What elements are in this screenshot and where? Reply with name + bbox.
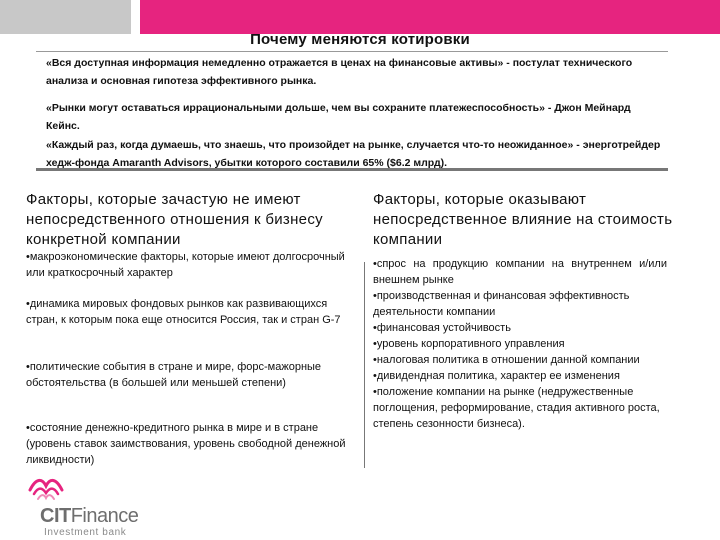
logo-subtitle: Investment bank bbox=[44, 527, 127, 538]
right-list-item: •финансовая устойчивость bbox=[373, 322, 511, 334]
right-column-heading: Факторы, которые оказывают непосредственное влияние на стоимость компании bbox=[373, 191, 673, 248]
logo-wordmark bbox=[40, 505, 138, 528]
left-list-item: •состояние денежно-кредитного рынка в мире и в стране (уровень ставок заимствования, уровень свободной денежной ликвидности) bbox=[26, 422, 346, 466]
right-list-item: •производственная и финансовая эффективность деятельности компании bbox=[373, 290, 630, 318]
right-list-item: •положение компании на рынке (недружественные поглощения, реформирование, стадия активного роста, степень сезонности бизнеса). bbox=[373, 386, 660, 430]
left-list-item: •макроэкономические факторы, которые имеют долгосрочный или краткосрочный характер bbox=[26, 251, 345, 279]
top-accent-bar bbox=[140, 0, 720, 34]
top-bar-gap bbox=[131, 0, 140, 34]
right-list-item: •уровень корпоративного управления bbox=[373, 338, 565, 350]
quote-technical-analysis: «Вся доступная информация немедленно отражается в ценах на финансовые активы» - постулат технического анализа и основная гипотеза эффективного рынка. bbox=[46, 57, 633, 87]
logo-cit: CIT bbox=[40, 505, 71, 527]
quote-amaranth: «Каждый раз, когда думаешь, что знаешь, что произойдет на рынке, случается что-то неожиданное» - энерготрейдер хедж-фонда Amaranth Advisors, убытки которого составили 65% ($6.2 млрд). bbox=[46, 139, 661, 169]
right-list-item: •налоговая политика в отношении данной компании bbox=[373, 354, 640, 366]
top-gray-bar bbox=[0, 0, 131, 34]
column-divider bbox=[364, 262, 365, 468]
left-column-heading: Факторы, которые зачастую не имеют непосредственного отношения к бизнесу конкретной компании bbox=[26, 191, 323, 248]
quote-keynes: «Рынки могут оставаться иррациональными дольше, чем вы сохраните платежеспособность» - Джон Мейнард Кейнс. bbox=[46, 102, 631, 132]
logo-finance: Finance bbox=[70, 505, 139, 527]
right-list-item: •дивидендная политика, характер ее изменения bbox=[373, 370, 620, 382]
page-title: Почему меняются котировки bbox=[250, 31, 470, 48]
right-list-item: •спрос на продукцию компании на внутреннем и/или внешнем рынке bbox=[373, 258, 667, 286]
left-list-item: •динамика мировых фондовых рынков как развивающихся стран, к которым пока еще относится Россия, так и стран G-7 bbox=[26, 298, 341, 326]
citfinance-logo-icon bbox=[28, 474, 64, 502]
left-list-item: •политические события в стране и мире, форс-мажорные обстоятельства (в большей или меньшей степени) bbox=[26, 361, 322, 389]
right-column-list bbox=[373, 256, 667, 432]
